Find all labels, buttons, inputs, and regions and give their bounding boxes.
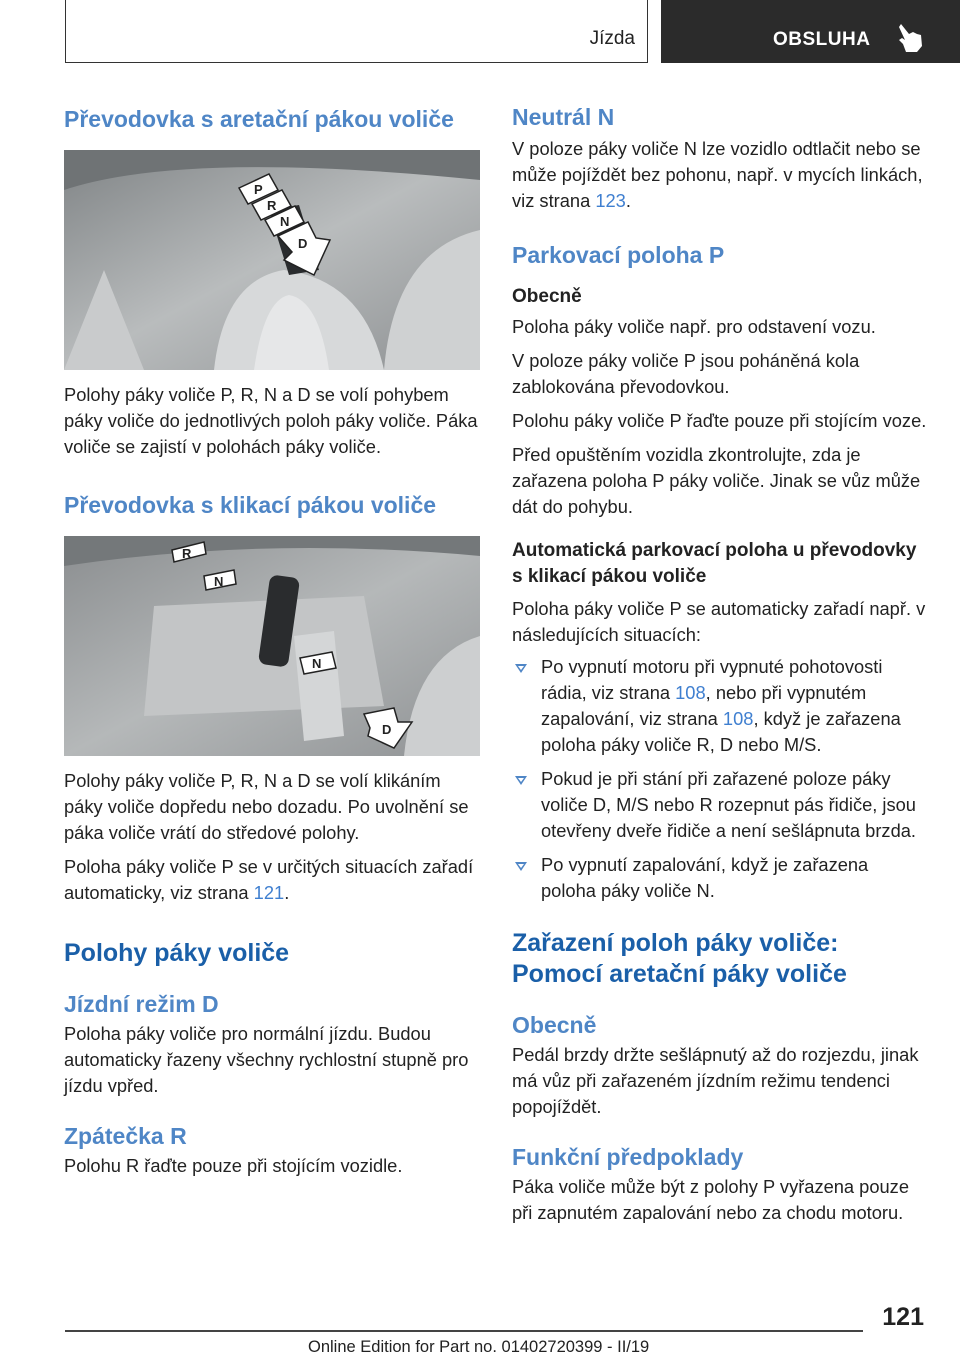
bullet-list: [512, 654, 928, 904]
gear-label-r: R: [182, 546, 192, 561]
subheading-automaticka-parkovaci: Automatická parkovací poloha u převodovky s klikací pákou voliče: [512, 540, 917, 587]
text: Poloha páky voliče P se v určitých situacích zařadí automaticky, viz strana: [64, 856, 474, 903]
header-frame: [65, 0, 648, 63]
heading-zpatecka-r: Zpátečka R: [64, 1123, 187, 1149]
list-item: [512, 654, 928, 758]
paragraph: Polohy páky voliče P, R, N a D se volí pohybem páky voliče do jednotlivých poloh páky voliče. Páka voliče se zajistí v polohách páky voliče.: [64, 384, 478, 457]
pointing-hand-icon: [895, 22, 925, 54]
subheading-obecne: Obecně: [512, 286, 582, 307]
text: .: [284, 882, 290, 903]
heading-polohy-paky: Polohy páky voliče: [64, 939, 290, 967]
right-column: [512, 100, 928, 1226]
figure-selector-lever-detent: [64, 150, 480, 370]
text: V poloze páky voliče N lze vozidlo odtlačit nebo se může pojíždět bez pohonu, např. v mycích linkách, viz strana: [512, 138, 923, 211]
heading-aretacni-paka: Převodovka s aretační pákou voliče: [64, 106, 454, 132]
triangle-bullet-icon: [515, 862, 527, 871]
left-column: [64, 100, 480, 1179]
gear-label-p: P: [254, 182, 263, 197]
gear-label-d: D: [298, 236, 308, 251]
chapter-title: Jízda: [589, 28, 635, 49]
paragraph: Poloha páky voliče P se automaticky zařadí např. v následujících situacích:: [512, 598, 926, 645]
text: , když je zařazena poloha páky voliče R, D nebo M/S.: [541, 708, 901, 755]
figure-selector-lever-click: [64, 536, 480, 756]
section-title: OBSLUHA: [773, 29, 871, 50]
paragraph: Pedál brzdy držte sešlápnutý až do rozjezdu, jinak má vůz při zařazeném jízdním režimu tendenci popojíždět.: [512, 1044, 919, 1117]
triangle-bullet-icon: [515, 776, 527, 785]
paragraph: Páka voliče může být z polohy P vyřazena pouze při zapnutém zapalování nebo za chodu motoru.: [512, 1176, 909, 1223]
text: , nebo při vypnutém zapalování, viz strana: [541, 682, 867, 729]
paragraph: V poloze páky voliče P jsou poháněná kola zablokována převodovkou.: [512, 350, 860, 397]
gear-label-r: R: [267, 198, 277, 213]
heading-klikaci-paka: Převodovka s klikací pákou voliče: [64, 492, 437, 518]
footer-divider: [65, 1330, 863, 1332]
page-link-108[interactable]: 108: [675, 682, 706, 703]
paragraph: Polohu R řaďte pouze při stojícím vozidle.: [64, 1155, 403, 1176]
gear-label-n-lower: N: [312, 656, 322, 671]
paragraph: Polohy páky voliče P, R, N a D se volí klikáním páky voliče dopředu nebo dozadu. Po uvolnění se páka voliče vrátí do středové polohy.: [64, 770, 469, 843]
text: Po vypnutí motoru při vypnuté pohotovosti rádia, viz strana: [541, 656, 883, 703]
text: .: [625, 190, 631, 211]
heading-parkovaci-poloha: Parkovací poloha P: [512, 242, 725, 268]
page-number: 121: [882, 1303, 924, 1331]
list-item: [512, 852, 928, 904]
section-tab: [661, 0, 960, 63]
text: Po vypnutí zapalování, když je zařazena poloha páky voliče N.: [541, 854, 869, 901]
page-link-121[interactable]: 121: [253, 882, 285, 903]
page-link-108-second[interactable]: 108: [722, 708, 754, 729]
text: Pokud je při stání při zařazené poloze páky voliče D, M/S nebo R rozepnut pás řidiče, jsou otevřeny dveře řidiče a není sešlápnuta brzda.: [541, 768, 916, 841]
paragraph: Poloha páky voliče pro normální jízdu. Budou automaticky řazeny všechny rychlostní stupně pro jízdu vpřed.: [64, 1023, 469, 1096]
paragraph: Polohu páky voliče P řaďte pouze při stojícím voze.: [512, 410, 927, 431]
paragraph: [64, 854, 480, 906]
triangle-bullet-icon: [515, 664, 527, 673]
page-link-123[interactable]: 123: [595, 190, 626, 211]
list-item: [512, 766, 928, 844]
heading-neutral-n: Neutrál N: [512, 104, 615, 130]
heading-obecne: Obecně: [512, 1012, 597, 1038]
paragraph: Poloha páky voliče např. pro odstavení vozu.: [512, 316, 876, 337]
heading-funkcni-predpoklady: Funkční předpoklady: [512, 1144, 744, 1170]
paragraph: [512, 136, 928, 214]
footer-edition: Online Edition for Part no. 01402720399 - II/19: [308, 1338, 650, 1356]
heading-zarazeni-poloh: Zařazení poloh páky voliče: Pomocí aretační páky voliče: [512, 929, 847, 988]
heading-jizdni-rezim-d: Jízdní režim D: [64, 991, 219, 1017]
gear-label-n: N: [280, 214, 290, 229]
gear-label-d: D: [382, 722, 392, 737]
gear-label-n-upper: N: [214, 574, 224, 589]
paragraph: Před opuštěním vozidla zkontrolujte, zda je zařazena poloha P páky voliče. Jinak se vůz může dát do pohybu.: [512, 444, 921, 517]
